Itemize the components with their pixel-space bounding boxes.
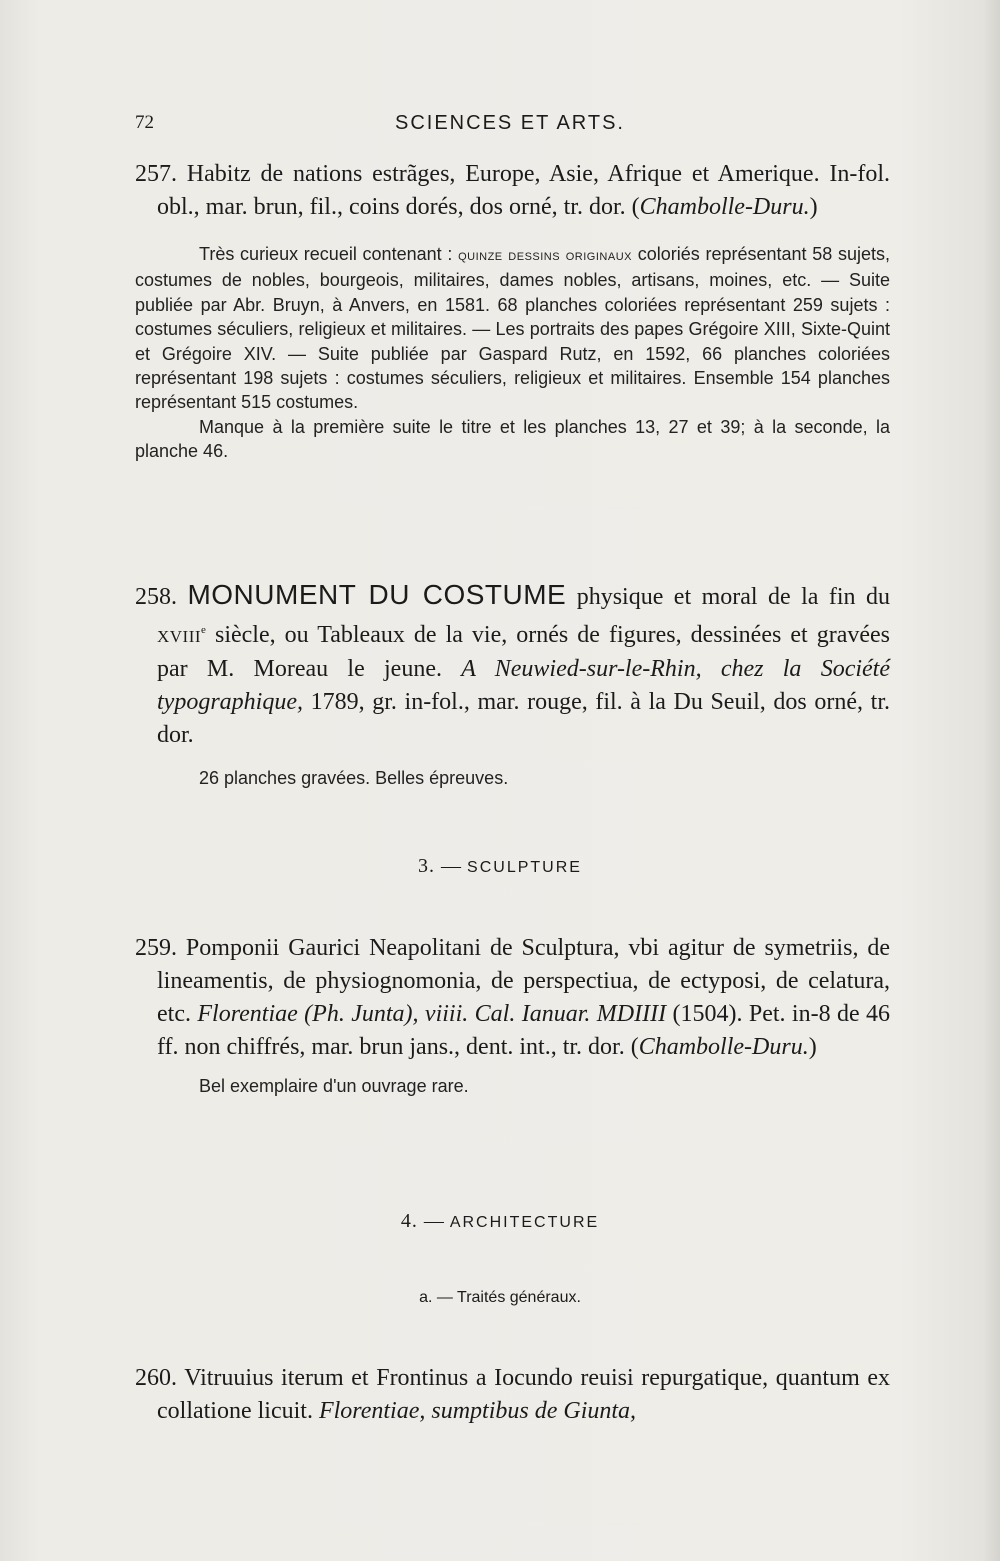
entry-258-text: 258. MONUMENT DU COSTUME physique et moral de la fin du XVIIIe siècle, ou Tableaux de la vie, ornés de figures, dessinées et gravées par M. Moreau le jeune. A Neuwied-sur-le-Rhin, chez la Société typographique, 1789, gr. in-fol., mar. rouge, fil. à la Du Seuil, dos orné, tr. dor. (135, 579, 890, 748)
section-heading-sculpture: 3. — SCULPTURE (418, 855, 582, 877)
entry-number: 259. (135, 935, 177, 961)
section-heading-architecture: 4. — ARCHITECTURE (400, 1210, 600, 1232)
page-header (135, 112, 885, 142)
entry-257-note-2: Manque à la première suite le titre et les planches 13, 27 et 39; à la seconde, la planche 46. (135, 416, 890, 462)
entry-258-note: 26 planches gravées. Belles épreuves. (199, 768, 509, 788)
binder-name: Chambolle-Duru. (639, 194, 810, 220)
small-caps-emphasis: quinze dessins originaux (458, 247, 632, 264)
page-number: 72 (135, 112, 154, 133)
running-title: SCIENCES ET ARTS. (395, 112, 625, 134)
subsection-heading: a. — Traités généraux. (419, 1289, 581, 1306)
imprint-place: Florentiae, sumptibus de Giunta, (318, 1398, 637, 1424)
imprint-place: A Neuwied-sur-le-Rhin, chez la Société typographique, (157, 656, 890, 715)
entry-number: 257. (135, 161, 177, 187)
catalog-entry-260 (135, 1362, 890, 1428)
entry-257-note: Très curieux recueil contenant : quinze dessins originaux coloriés représentant 58 sujets, costumes de nobles, bourgeois, militaires, dames nobles, artisans, moines, etc. — Suite publiée par Abr. Bruyn, à Anvers, en 1581. 68 planches coloriées représentant 259 sujets : costumes séculiers, religieux et militaires. — Les portraits des papes Grégoire XIII, Sixte-Quint et Grégoire XIV. — Suite publiée par Gaspard Rutz, en 1592, 66 planches coloriées représentant 198 sujets : costumes séculiers, religieux et militaires. Ensemble 154 planches représentant 515 costumes. Manque à la première suite le titre et les planches 13, 27 et 39; à la seconde, la planche 46. (135, 242, 890, 464)
imprint-place: Florentiae (Ph. Junta), viiii. Cal. Ianuar. MDIIII (197, 1001, 667, 1027)
catalog-entry-258 (135, 578, 890, 790)
entry-number: 260. (135, 1365, 177, 1391)
entry-259-note: Bel exemplaire d'un ouvrage rare. (199, 1076, 469, 1096)
catalog-entry-257 (135, 158, 890, 464)
entry-number: 258. (135, 584, 177, 610)
page-edge-shadow (982, 0, 1000, 1561)
entry-260-text: 260. Vitruuius iterum et Frontinus a Iocundo reuisi repurgatique, quantum ex collatione licuit. Florentiae, sumptibus de Giunta, (135, 1365, 890, 1424)
binder-name: Chambolle-Duru. (638, 1034, 809, 1060)
catalog-entry-259 (135, 932, 890, 1098)
entry-259-text: 259. Pomponii Gaurici Neapolitani de Sculptura, vbi agitur de symetriis, de lineamentis, de physiognomonia, de perspectiua, de ectyposi, de celatura, etc. Florentiae (Ph. Junta), viiii. Cal. Ianuar. MDIIII (1504). Pet. in-8 de 46 ff. non chiffrés, mar. brun jans., dent. int., tr. dor. (Chambolle-Duru.) (135, 935, 891, 1060)
entry-title-caps: MONUMENT DU COSTUME (187, 579, 567, 610)
entry-257-text: 257. Habitz de nations estrãges, Europe, Asie, Afrique et Amerique. In-fol. obl., mar. brun, fil., coins dorés, dos orné, tr. dor. (Chambolle-Duru.) (135, 161, 891, 220)
